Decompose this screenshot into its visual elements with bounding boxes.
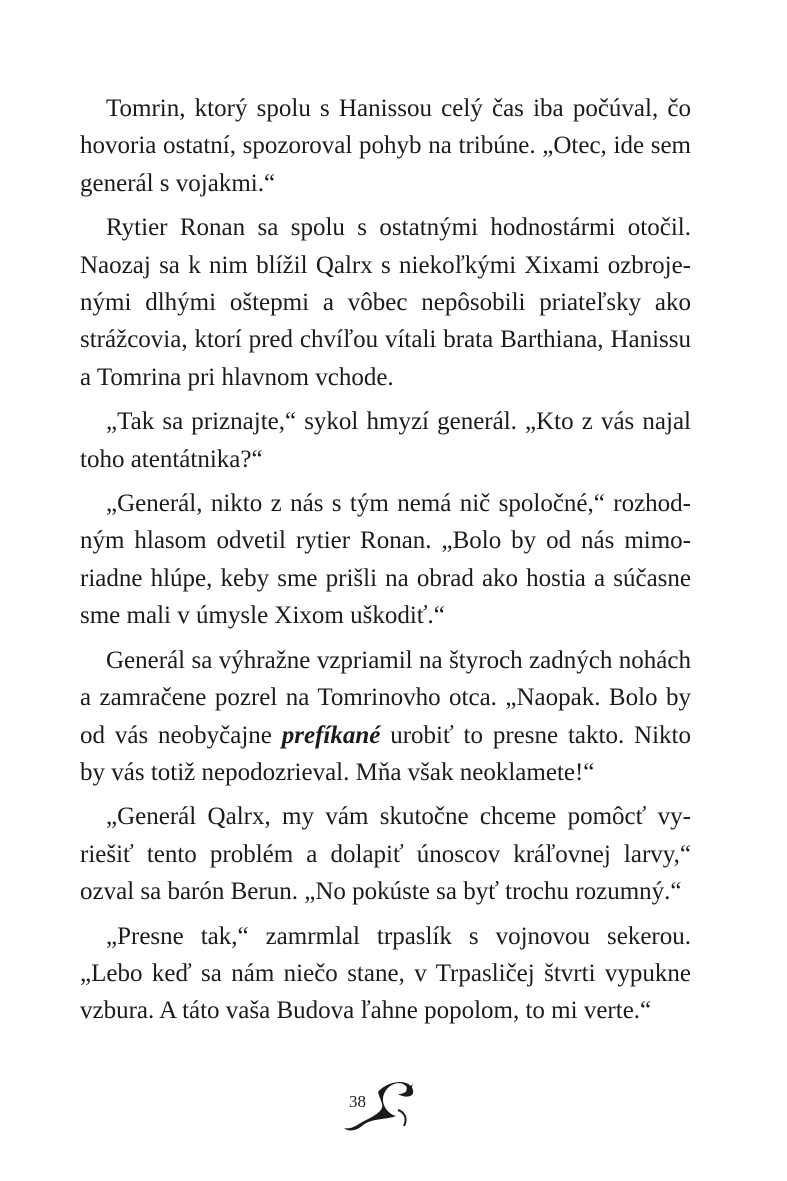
page-number: 38: [349, 1092, 366, 1111]
paragraph: [80, 90, 691, 202]
paragraph-text: „Tak sa priznajte,“ sykol hmyzí generál. „Kto z vás najal toho atentátnika?“: [80, 408, 691, 473]
paragraph: [80, 209, 691, 396]
paragraph: [80, 642, 691, 792]
paragraph-text: urobiť to presne takto. Nikto by vás totiž nepodozrieval. Mňa však neoklamete!“: [80, 721, 692, 786]
paragraph-text: Generál sa výhražne vzpriamil na štyroch zadných nohách a zamračene pozrel na Tomrinovho otca. „Naopak. Bolo by od vás neobyčajne: [80, 646, 691, 749]
book-page-text: [80, 90, 691, 1037]
paragraph-text: „Generál Qalrx, my vám skutočne chceme pomôcť vyriešiť tento problém a dolapiť únoscov kráľovnej larvy,“ ozval sa barón Berun. „No pokúste sa byť trochu rozumný.“: [80, 803, 691, 906]
emphasized-word: prefíkané: [281, 721, 381, 749]
paragraph-text: „Generál, nikto z nás s tým nemá nič spoločné,“ rozhodným hlasom odvetil rytier Ronan. „Bolo by od nás mimoriadne hlúpe, keby sme prišli na obrad ako hostia a súčasne sme mali v úmysle Xixom uškodiť.“: [80, 490, 691, 630]
paragraph: [80, 918, 691, 1030]
paragraph-text: „Presne tak,“ zamrmlal trpaslík s vojnovou sekerou. „Lebo keď sa nám niečo stane, v Trpasličej štvrti vypukne vzbura. A táto vaša Budova ľahne popolom, to mi verte.“: [80, 922, 691, 1025]
page-folio: [340, 1070, 420, 1140]
paragraph-text: Rytier Ronan sa spolu s ostatnými hodnostármi otočil. Naozaj sa k nim blížil Qalrx s niekoľkými Xixami ozbrojenými dlhými oštepmi a vôbec nepôsobili priateľsky ako strážcovia, ktorí pred chvíľou vítali brata Barthiana, Hanissu a Tomrina pri hlavnom vchode.: [80, 214, 691, 391]
paragraph: [80, 798, 691, 910]
paragraph-text: Tomrin, ktorý spolu s Hanissou celý čas iba počúval, čo hovoria ostatní, spozoroval pohyb na tribúne. „Otec, ide sem generál s vojakmi.“: [80, 95, 691, 197]
paragraph: [80, 403, 691, 478]
paragraph: [80, 485, 691, 635]
